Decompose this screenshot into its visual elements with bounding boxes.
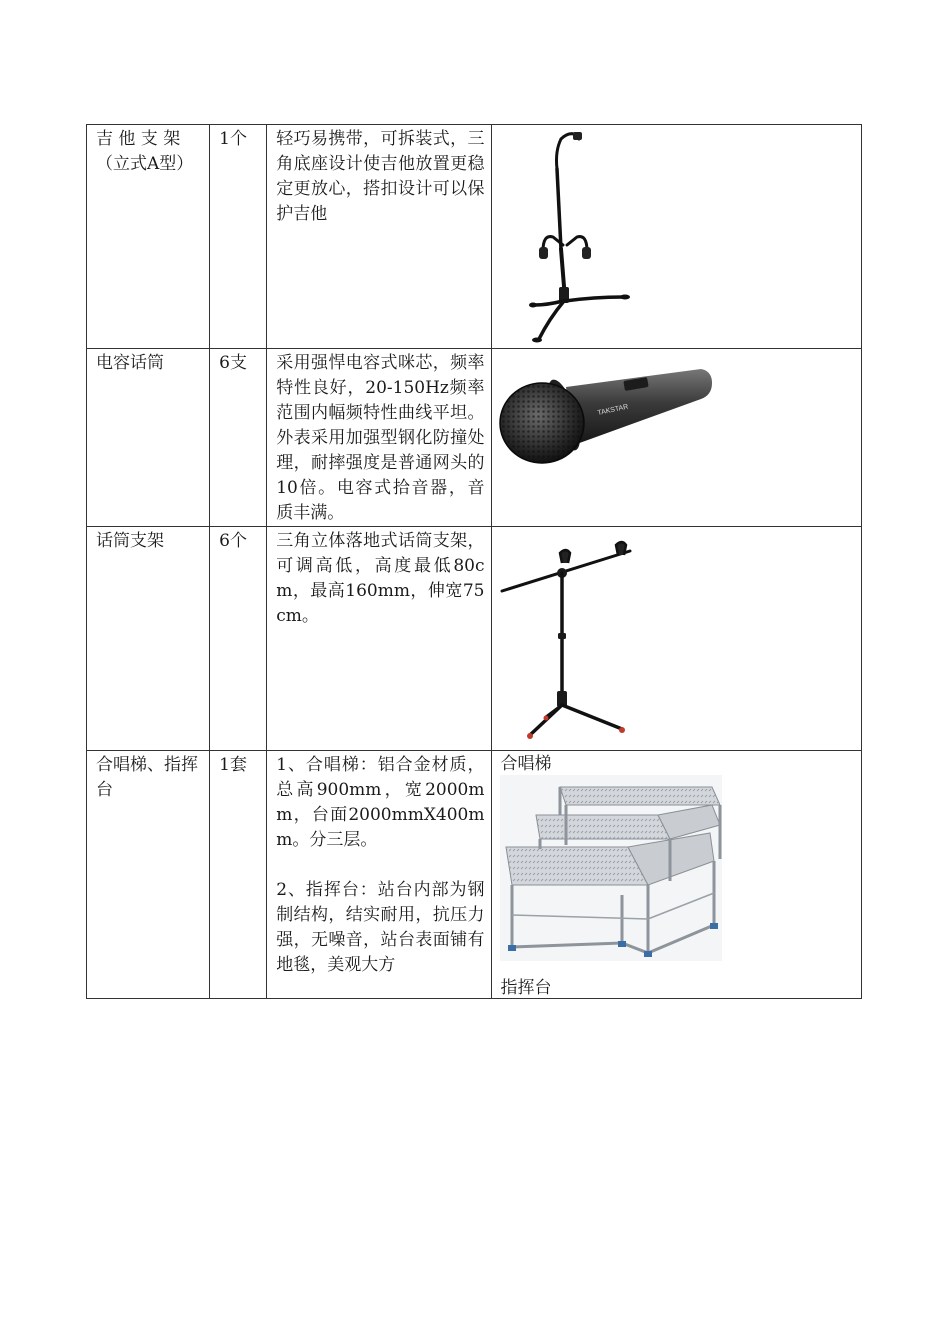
- item-qty-cell: [210, 751, 267, 999]
- choir-risers-image: [500, 775, 722, 961]
- item-image-cell: [491, 349, 862, 527]
- item-qty: 6支: [219, 353, 247, 373]
- boom-mic-stand-image: [500, 533, 640, 743]
- guitar-stand-image: [499, 129, 639, 343]
- item-name: 电容话筒: [96, 353, 164, 373]
- item-name-cell: [87, 125, 210, 349]
- item-name: 话筒支架: [96, 531, 164, 551]
- item-desc-cell: [267, 527, 491, 751]
- table-row: [87, 125, 862, 349]
- mic-brand: TAKSTAR: [596, 403, 629, 417]
- item-desc-cell: [267, 349, 491, 527]
- item-name-cell: [87, 751, 210, 999]
- item-name-cell: [87, 349, 210, 527]
- item-description: 轻巧易携带，可拆装式，三角底座设计使吉他放置更稳定更放心，搭扣设计可以保护吉他: [276, 129, 485, 224]
- item-image-cell: [491, 527, 862, 751]
- item-qty-cell: [210, 527, 267, 751]
- item-image-cell: [491, 751, 862, 999]
- item-description: 采用强悍电容式咪芯，频率特性良好，20-150Hz频率范围内幅频特性曲线平坦。外表采用加强型钢化防撞处理，耐摔强度是普通网头的10倍。电容式拾音器，音质丰满。: [276, 353, 485, 523]
- item-qty: 6个: [219, 531, 247, 551]
- item-qty: 1套: [219, 755, 247, 775]
- item-name-cell: [87, 527, 210, 751]
- choir-risers-label: 合唱梯: [500, 754, 552, 774]
- table-row: [87, 751, 862, 999]
- item-desc-cell: [267, 125, 491, 349]
- table-row: [87, 349, 862, 527]
- item-desc-cell: [267, 751, 491, 999]
- item-qty-cell: [210, 349, 267, 527]
- item-description: 三角立体落地式话筒支架，可调高低，高度最低80cm，最高160mm，伸宽75cm。: [276, 531, 485, 626]
- table-row: [87, 527, 862, 751]
- item-name: 吉 他 支 架 （立式A型）: [96, 129, 194, 174]
- item-qty: 1个: [219, 129, 247, 149]
- equipment-table: [86, 124, 862, 999]
- microphone-image: [496, 349, 720, 469]
- item-qty-cell: [210, 125, 267, 349]
- item-description: 1、合唱梯：铝合金材质，总高900mm，宽2000mm，台面2000mmX400mm。分三层。 2、指挥台：站台内部为钢制结构，结实耐用，抗压力强，无噪音，站台表面铺有地毯，美观大方: [276, 755, 485, 975]
- item-image-cell: [491, 125, 862, 349]
- conductor-podium-label: 指挥台: [500, 978, 552, 998]
- item-name: 合唱梯、指挥台: [96, 755, 198, 800]
